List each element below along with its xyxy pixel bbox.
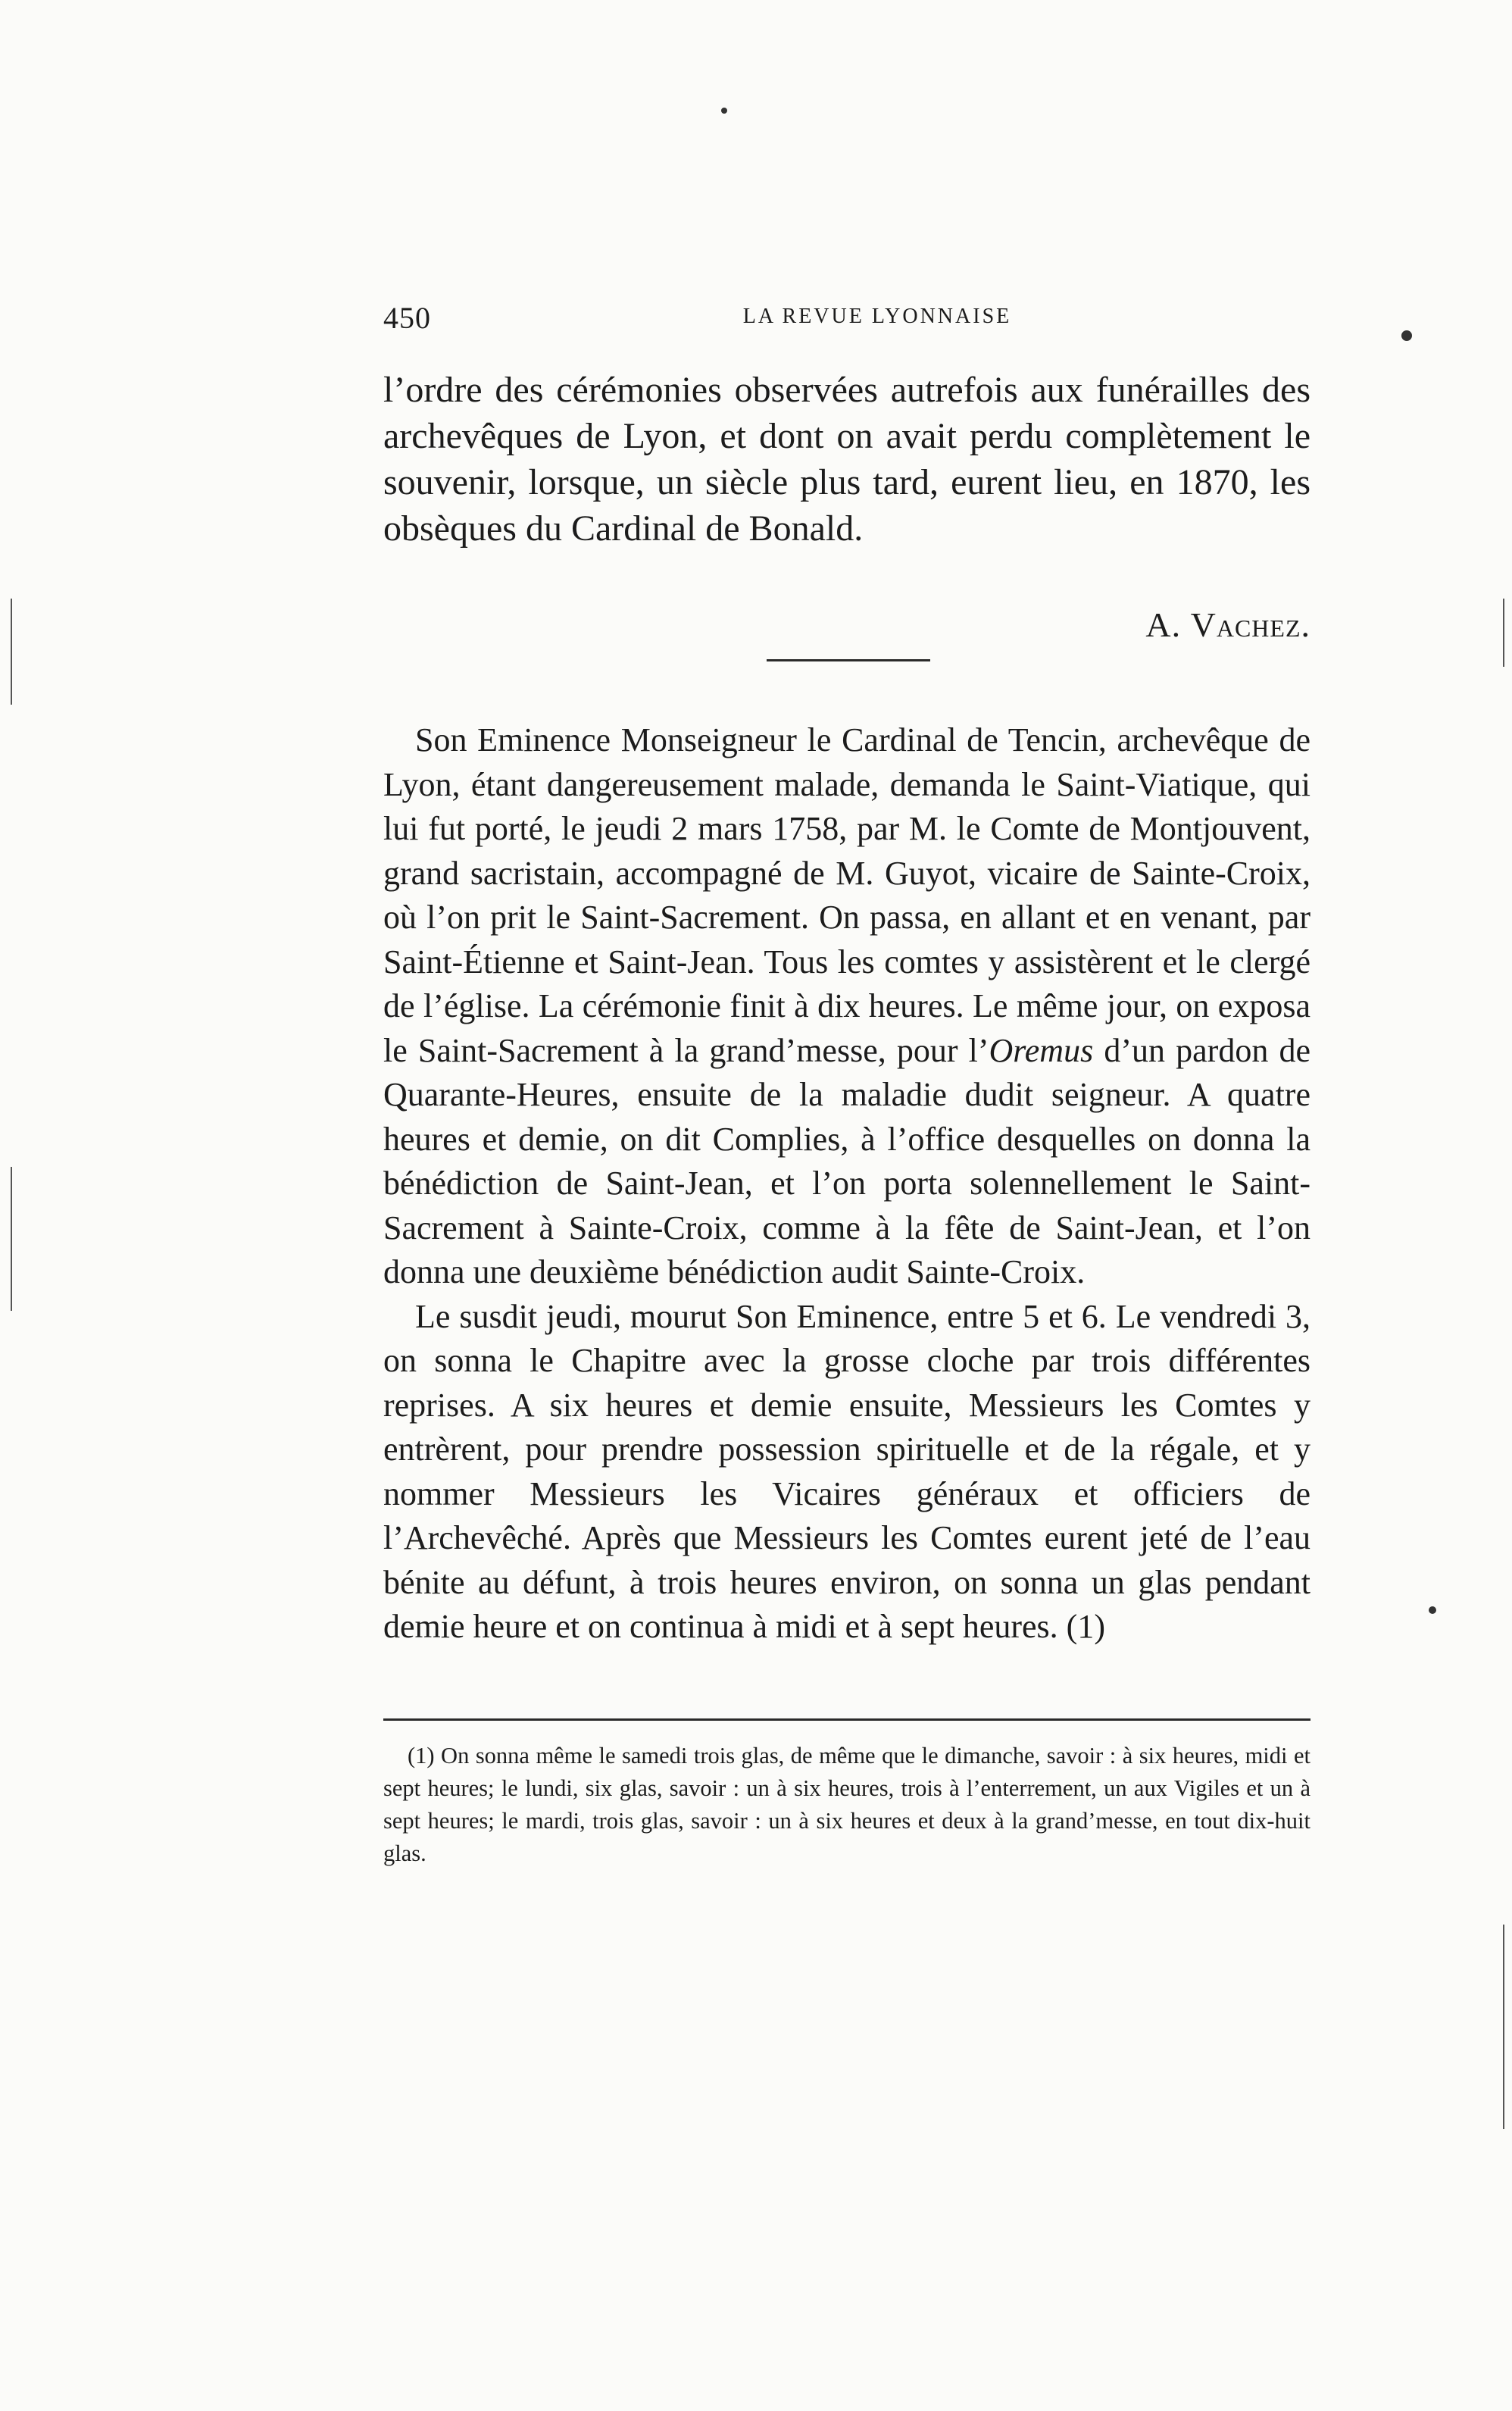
footnote: (1) On sonna même le samedi trois glas, de même que le dimanche, savoir : à six heures, midi et sept heures; le lundi, six glas, savoir : un à six heures, trois à l’enterrement, un aux Vigiles et un à sept heures; le mardi, trois glas, savoir : un à six heures et deux à la grand’messe, en tout dix-huit glas.	[383, 1743, 1311, 1866]
scan-edge-mark	[1503, 1925, 1504, 2129]
body-paragraph-1	[383, 718, 1311, 1295]
author-signature	[1145, 605, 1311, 645]
opening-paragraph: l’ordre des cérémonies observées autrefois aux funérailles des archevêques de Lyon, et dont on avait perdu complètement le souvenir, lorsque, un siècle plus tard, eurent lieu, en 1870, les obsèques du Cardinal de Bonald.	[383, 370, 1311, 549]
scan-speck	[1429, 1606, 1436, 1614]
scan-edge-mark	[1503, 599, 1504, 667]
paragraph-1-text-a: Son Eminence Monseigneur le Cardinal de Tencin, archevêque de Lyon, étant dangereusement malade, demanda le Saint-Viatique, qui lui fut porté, le jeudi 2 mars 1758, par M. le Comte de Montjouvent, grand sacristain, accompagné de M. Guyot, vicaire de Sainte-Croix, où l’on prit le Saint-Sacrement. On passa, en allant et en venant, par Saint-Étienne et Saint-Jean. Tous les comtes y assistèrent et le clergé de l’église. La cérémonie finit à dix heures. Le même jour, on exposa le Saint-Sacrement à la grand’messe, pour l’	[383, 721, 1311, 1069]
scan-speck	[721, 108, 727, 114]
page-header	[383, 300, 1311, 346]
page-number: 450	[383, 301, 431, 335]
scan-edge-mark	[11, 599, 12, 705]
signature-name: Vachez.	[1190, 605, 1311, 644]
section-divider	[767, 659, 930, 661]
paragraph-1-italic: Oremus	[989, 1031, 1094, 1069]
footnote-rule	[383, 1718, 1311, 1721]
paragraph-1-text-b: d’un pardon de Quarante-Heures, ensuite de la maladie dudit seigneur. A quatre heures et demie, on dit Complies, à l’office desquelles on donna la bénédiction de Saint-Jean, et l’on porta solennellement le Saint-Sacrement à Sainte-Croix, comme à la fête de Saint-Jean, et l’on donna une deuxième bénédiction audit Sainte-Croix.	[383, 1031, 1311, 1290]
scan-edge-mark	[11, 1167, 12, 1311]
scan-speck	[1401, 330, 1412, 341]
opening-paragraph-block	[383, 367, 1311, 552]
signature-initial: A.	[1145, 605, 1182, 644]
body-text	[383, 718, 1311, 1650]
body-paragraph-2: Le susdit jeudi, mourut Son Eminence, entre 5 et 6. Le vendredi 3, on sonna le Chapitre avec la grosse cloche par trois différentes reprises. A six heures et demie ensuite, Messieurs les Comtes y entrèrent, pour prendre possession spirituelle et de la régale, et y nommer Messieurs les Vicaires généraux et officiers de l’Archevêché. Après que Messieurs les Comtes eurent jeté de l’eau bénite au défunt, à trois heures environ, on sonna un glas pendant demie heure et on continua à midi et à sept heures. (1)	[383, 1297, 1311, 1645]
running-title: LA REVUE LYONNAISE	[742, 305, 1012, 328]
